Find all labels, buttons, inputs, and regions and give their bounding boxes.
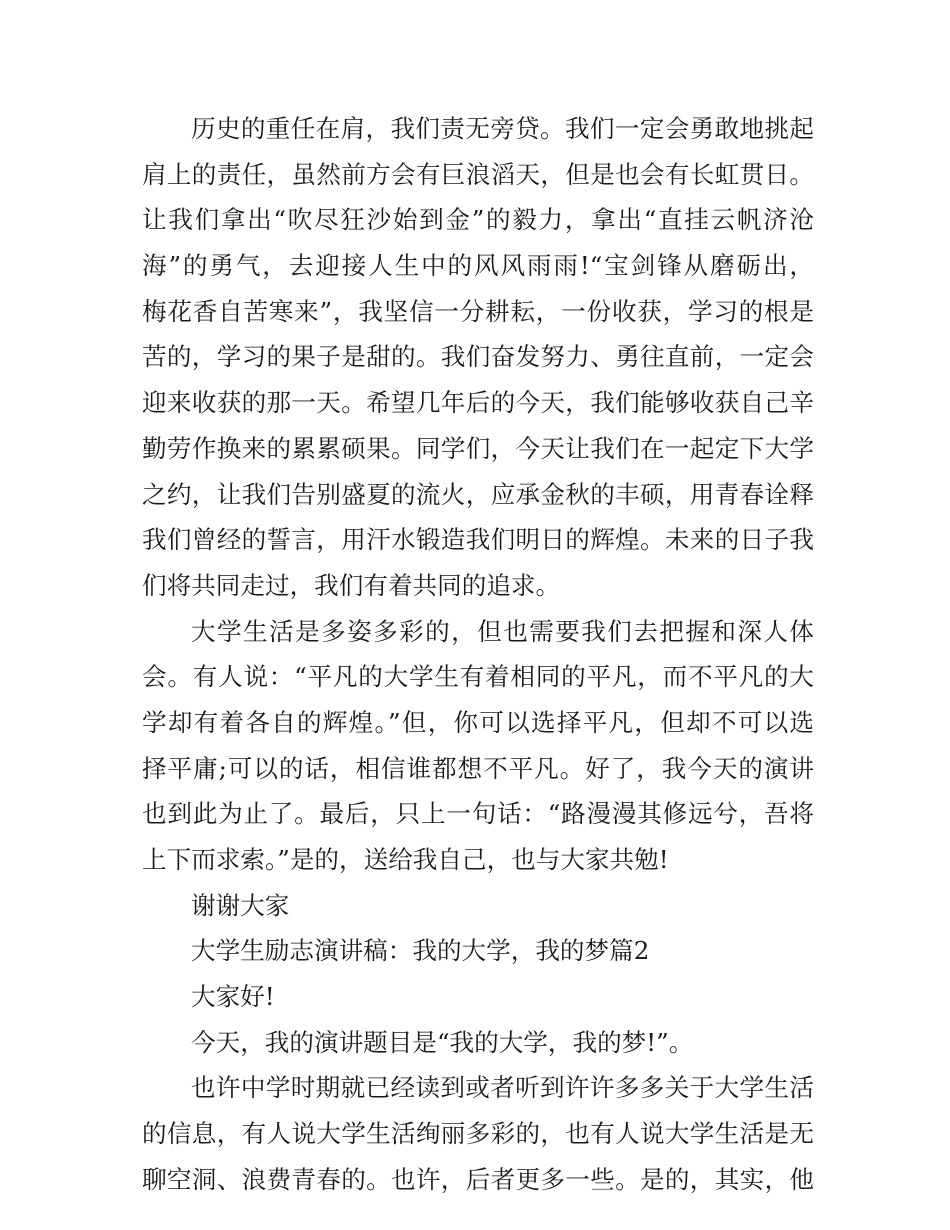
speech-text-body <box>142 106 814 1203</box>
text-line: 们将共同走过，我们有着共同的追求。 <box>142 570 561 600</box>
text-line: 梅花香自苦寒来”，我坚信一分耕耘，一份收获，学习的根是 <box>142 296 814 326</box>
text-line: 聊空洞、浪费青春的。也许，后者更多一些。是的，其实，他 <box>142 1164 814 1194</box>
text-line: 之约，让我们告别盛夏的流火，应承金秋的丰硕，用青春诠释 <box>142 479 814 509</box>
text-line: 肩上的责任，虽然前方会有巨浪滔天，但是也会有长虹贯日。 <box>142 159 814 189</box>
text-line: 大学生活是多姿多彩的，但也需要我们去把握和深人体 <box>191 616 814 646</box>
text-line: 迎来收获的那一天。希望几年后的今天，我们能够收获自己辛 <box>142 388 814 418</box>
text-line: 勤劳作换来的累累硕果。同学们，今天让我们在一起定下大学 <box>142 433 814 463</box>
text-line: 大家好! <box>191 982 275 1012</box>
text-line: 择平庸;可以的话，相信谁都想不平凡。好了，我今天的演讲 <box>142 753 814 783</box>
text-line: 谢谢大家 <box>191 890 290 920</box>
text-line: 的信息，有人说大学生活绚丽多彩的，也有人说大学生活是无 <box>142 1119 814 1149</box>
text-line: 会。有人说：“平凡的大学生有着相同的平凡，而不平凡的大 <box>142 662 814 692</box>
text-line: 海”的勇气，去迎接人生中的风风雨雨!“宝剑锋从磨砺出， <box>142 251 814 281</box>
text-line: 也许中学时期就已经读到或者听到许许多多关于大学生活 <box>191 1073 814 1103</box>
text-line: 历史的重任在肩，我们责无旁贷。我们一定会勇敢地挑起 <box>191 114 814 143</box>
text-line: 让我们拿出“吹尽狂沙始到金”的毅力，拿出“直挂云帆济沧 <box>142 205 814 235</box>
text-line: 也到此为止了。最后，只上一句话：“路漫漫其修远兮，吾将 <box>142 799 814 829</box>
text-line: 今天，我的演讲题目是“我的大学，我的梦!”。 <box>191 1027 694 1057</box>
text-line: 上下而求索。”是的，送给我自己，也与大家共勉! <box>142 845 669 874</box>
text-line: 学却有着各自的辉煌。”但，你可以选择平凡，但却不可以选 <box>142 707 814 737</box>
text-line: 苦的，学习的果子是甜的。我们奋发努力、勇往直前，一定会 <box>142 342 814 372</box>
text-line: 我们曾经的誓言，用汗水锻造我们明日的辉煌。未来的日子我 <box>142 525 814 555</box>
section-heading: 大学生励志演讲稿：我的大学，我的梦篇2 <box>191 936 650 966</box>
